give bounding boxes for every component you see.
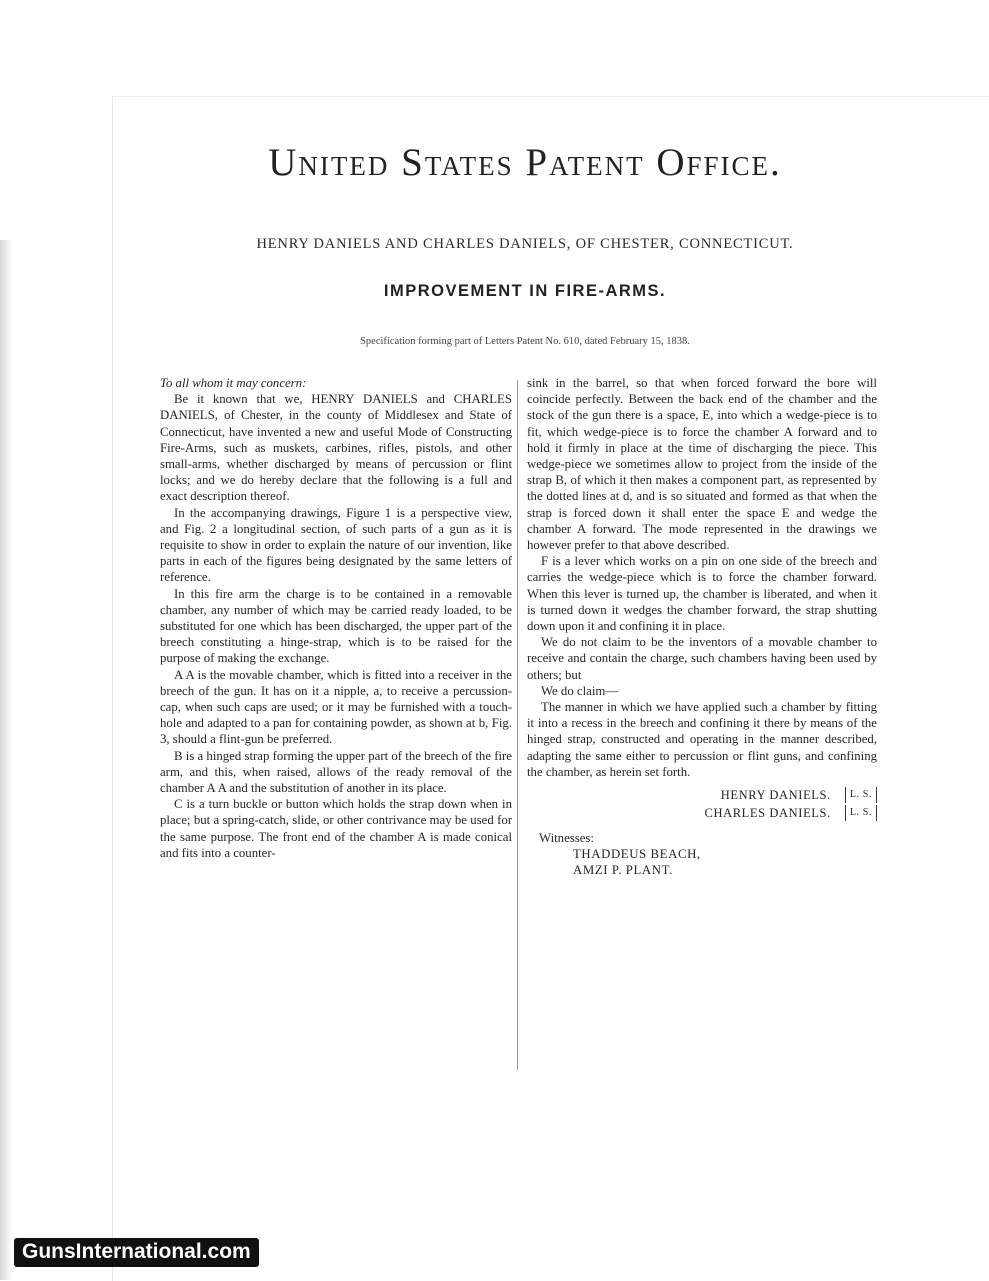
watermark-logo: GunsInternational.com xyxy=(14,1238,259,1267)
witnesses-label: Witnesses: xyxy=(539,831,594,846)
paragraph-strap: B is a hinged strap forming the upper part of the breech of the fire arm, and this, when raised, allows of the ready removal of the chamber A A and the substitution of another in its place. xyxy=(160,748,512,796)
page-title: United States Patent Office. xyxy=(268,141,782,184)
signer-row xyxy=(527,804,877,822)
signatures xyxy=(527,786,877,822)
column-divider xyxy=(517,380,518,1070)
signer-row xyxy=(527,786,877,804)
paragraph-charge: In this fire arm the charge is to be contained in a removable chamber, any number of which may be carried ready loaded, to be substituted for one which has been discharged, the upper part of the breech constituting a hinge-strap, which is to be raised for the purpose of making the exchange. xyxy=(160,586,512,666)
paragraph-claim: The manner in which we have applied such a chamber by fitting it into a recess in the breech and confining it there by means of the hinged strap, constructed and operating in the manner described, adapting the same either to percussion or flint guns, and confining the chamber, as herein set forth. xyxy=(527,700,877,779)
paragraph-claim-intro: We do claim— xyxy=(541,683,619,698)
paragraph-chamber: A A is the movable chamber, which is fitted into a receiver in the breech of the gun. It has on it a nipple, a, to receive a percussion-cap, when such caps are used; or it may be furnished with a touch-hole and adapted to a pan for containing powder, as shown at b, Fig. 3, should a flint-gun be preferred. xyxy=(160,667,512,747)
specification-line: Specification forming part of Letters Patent No. 610, dated February 15, 1838. xyxy=(360,336,690,347)
inventors-line: HENRY DANIELS AND CHARLES DANIELS, OF CHESTER, CONNECTICUT. xyxy=(256,236,794,252)
paragraph-counter-sink: sink in the barrel, so that when forced forward the bore will coincide perfectly. Between the back end of the chamber and the stock of the gun there is a space, E, into which a wedge-piece is to fit, which wedge-piece is to force the chamber A forward and to hold it firmly in place at the time of discharging the piece. This wedge-piece we sometimes allow to project from the inside of the strap B, of which it then makes a component part, as represented by the dotted lines at d, and is so situated and formed as that when the strap is forced down it shall enter the space E and wedge the chamber A forward. The mode represented in the drawings we however prefer to that above described. xyxy=(527,376,877,553)
scan-edge-shadow xyxy=(0,240,14,1280)
seal-mark: L. S. xyxy=(845,805,877,821)
improvement-heading: IMPROVEMENT IN FIRE-ARMS. xyxy=(383,282,667,300)
witness-name: AMZI P. PLANT. xyxy=(573,863,673,878)
paragraph-buckle: C is a turn buckle or button which holds the strap down when in place; but a spring-catch, slide, or other contrivance may be used for the same purpose. The front end of the chamber A is made conical and fits into a counter- xyxy=(160,797,512,860)
signer-name: HENRY DANIELS. xyxy=(720,787,831,802)
paragraph-intro: Be it known that we, HENRY DANIELS and CHARLES DANIELS, of Chester, in the county of Middlesex and State of Connecticut, have invented a new and useful Mode of Constructing Fire-Arms, such as muskets, carbines, rifles, pistols, and other small-arms, whether discharged by means of percussion or flint locks; and we do hereby declare that the following is a full and exact description thereof. xyxy=(160,392,512,504)
witness-name: THADDEUS BEACH, xyxy=(573,847,701,862)
paragraph-disclaimer: We do not claim to be the inventors of a movable chamber to receive and contain the charge, such chambers having been used by others; but xyxy=(527,635,877,682)
salutation: To all whom it may concern: xyxy=(160,376,307,390)
seal-mark: L. S. xyxy=(845,787,877,803)
paragraph-drawings: In the accompanying drawings, Figure 1 is a perspective view, and Fig. 2 a longitudinal section, of such parts of a gun as it is requisite to show in order to explain the nature of our invention, like parts in each of the figures being designated by the same letters of reference. xyxy=(160,505,512,585)
left-column xyxy=(160,375,512,861)
right-column xyxy=(527,375,877,879)
signer-name: CHARLES DANIELS. xyxy=(704,805,831,820)
paragraph-lever: F is a lever which works on a pin on one side of the breech and carries the wedge-piece which is to force the chamber forward. When this lever is turned up, the chamber is liberated, and when it is turned down it wedges the chamber forward, the strap shutting down upon it and confining it in place. xyxy=(527,554,877,634)
